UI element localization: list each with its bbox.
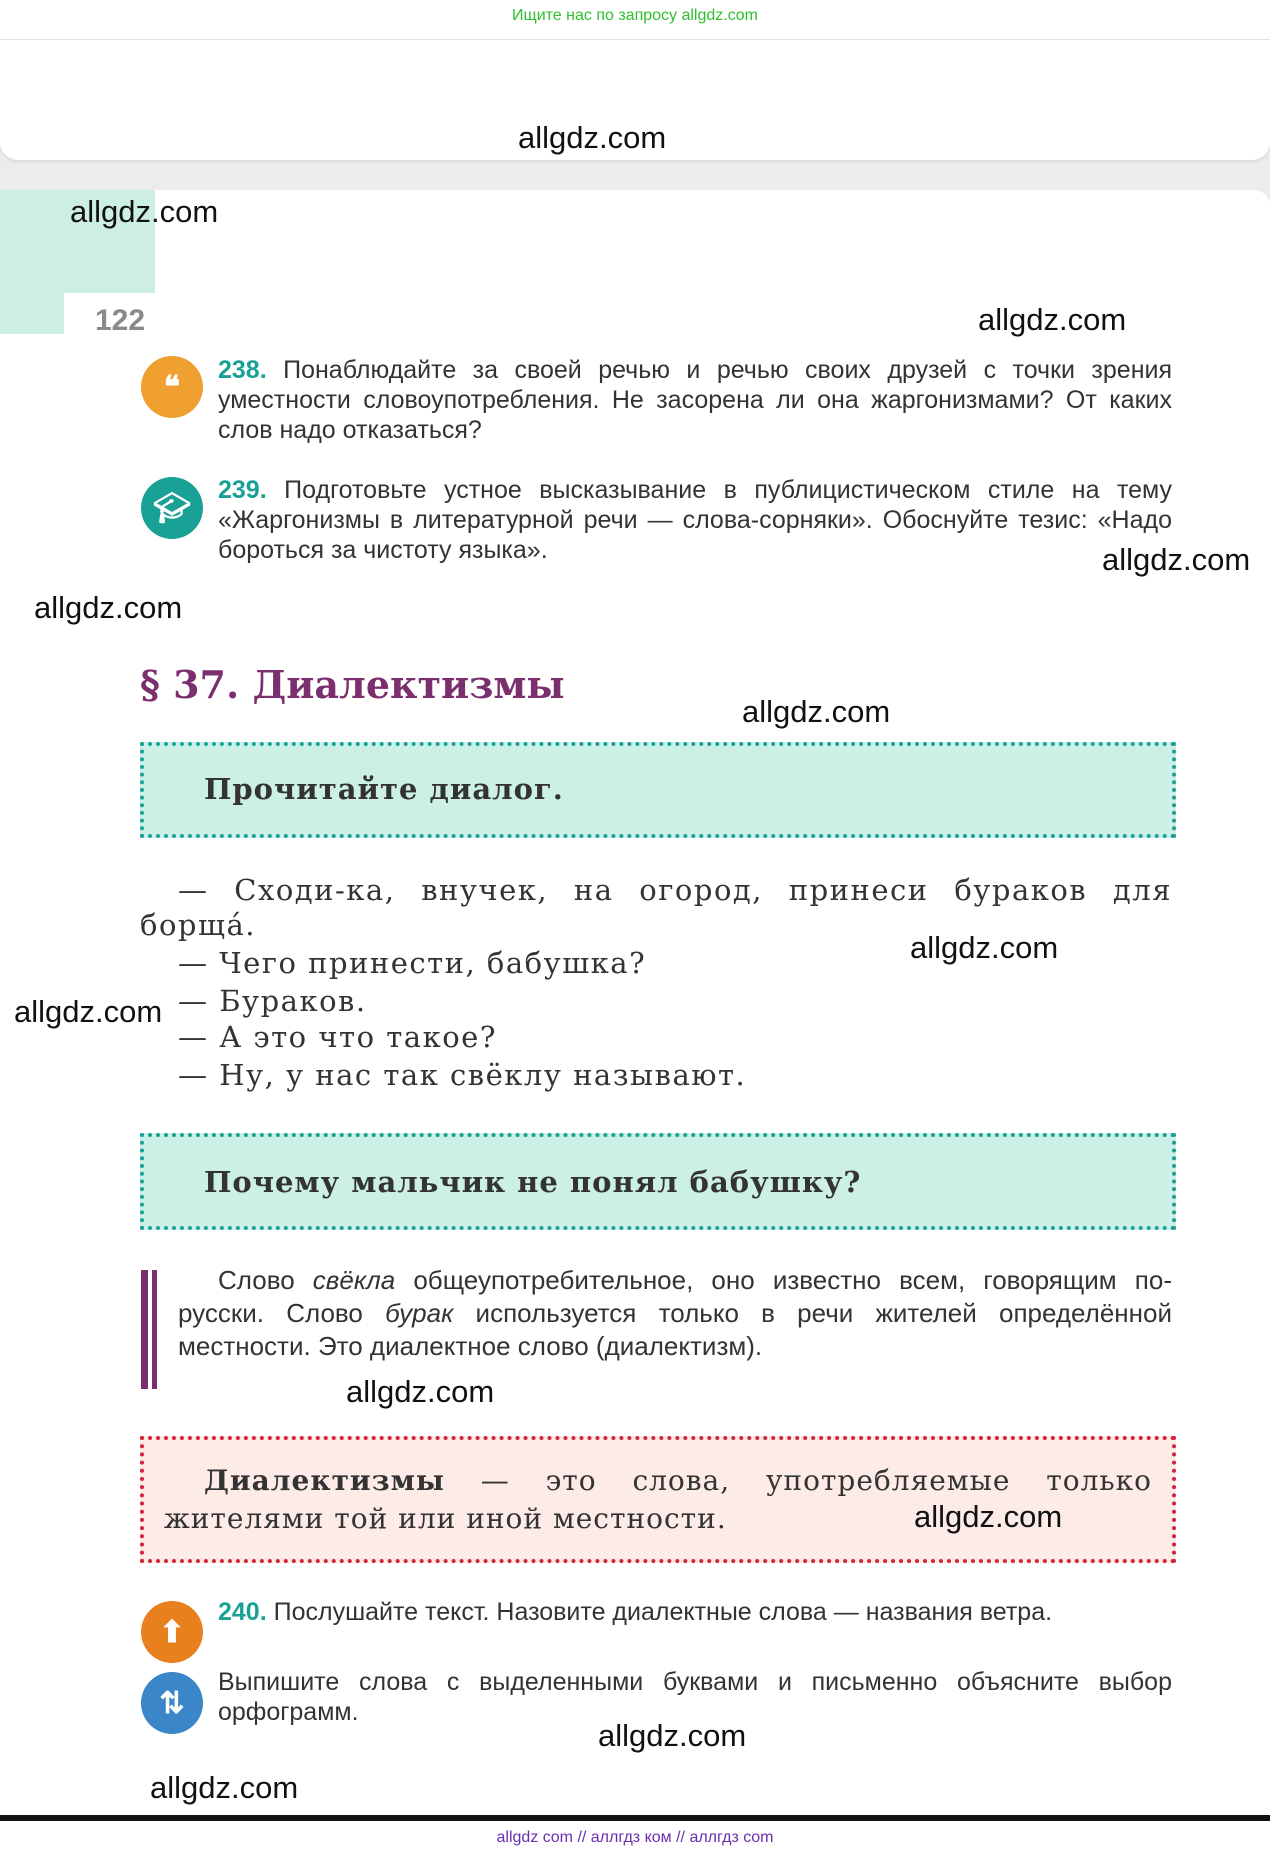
dialog-line: — Бураков. <box>178 984 367 1018</box>
graduation-cap-icon: 🎓︎ <box>141 477 203 539</box>
dialog-line: борщá. <box>140 908 256 942</box>
watermark: allgdz.com <box>914 1499 1063 1534</box>
listen-icon: ⬆ <box>141 1601 203 1663</box>
exercise-238: 238. Понаблюдайте за своей речью и речью своих друзей с точки зрения уместности словоупотребления. Не засорена ли она жаргонизмами? От каких слов надо отказаться? <box>218 356 1172 444</box>
explanation-paragraph: Слово свёкла общеупотребительное, оно известно всем, говорящим по-русски. Слово бурак используется только в речи жителей определённой местности. Это диалектное слово (диалектизм). <box>178 1265 1172 1361</box>
dialog-line: — Ну, у нас так свёклу называют. <box>178 1058 747 1092</box>
section-title: § 37. Диалектизмы <box>140 662 565 707</box>
margin-bar <box>152 1270 157 1389</box>
watermark: allgdz.com <box>978 302 1127 337</box>
watermark: allgdz.com <box>14 994 163 1029</box>
watermark: allgdz.com <box>1102 542 1251 577</box>
speech-bubbles-icon: ❝ <box>141 356 203 418</box>
watermark: allgdz.com <box>346 1374 495 1409</box>
exercise-240: 240. Послушайте текст. Назовите диалектные слова — названия ветра. <box>218 1598 1053 1626</box>
watermark: allgdz.com <box>34 590 183 625</box>
watermark: allgdz.com <box>518 120 667 155</box>
task-box: Прочитайте диалог. <box>140 742 1176 838</box>
footer-text: allgdz com // аллгдз ком // аллгдз com <box>496 1829 774 1846</box>
repeat-arrows-icon: ⇅ <box>141 1672 203 1734</box>
question-box: Почему мальчик не понял бабушку? <box>140 1133 1176 1230</box>
dialog-line: — А это что такое? <box>178 1020 497 1054</box>
corner-decoration <box>0 293 64 334</box>
banner-text: Ищите нас по запросу allgdz.com <box>512 7 758 24</box>
watermark: allgdz.com <box>70 194 219 229</box>
dialog-line: — Чего принести, бабушка? <box>178 946 647 980</box>
watermark: allgdz.com <box>910 930 1059 965</box>
page-number: 122 <box>95 304 146 337</box>
margin-bar <box>141 1270 148 1389</box>
watermark: allgdz.com <box>742 694 891 729</box>
rule-text: Диалектизмы — это слова, употребляемые только жителями той или иной местности. <box>164 1464 1152 1535</box>
dialog-line: — Сходи-ка, внучек, на огород, принеси бураков для <box>178 873 1172 907</box>
watermark: allgdz.com <box>150 1770 299 1805</box>
exercise-240-task: Выпишите слова с выделенными буквами и письменно объясните выбор орфограмм. <box>218 1668 1172 1726</box>
top-banner <box>0 0 1270 40</box>
exercise-239: 239. Подготовьте устное высказывание в публицистическом стиле на тему «Жаргонизмы в литературной речи — слова-сорняки». Обоснуйте тезис: «Надо бороться за чистоту языка». <box>218 476 1172 564</box>
watermark: allgdz.com <box>598 1718 747 1753</box>
footer <box>0 1821 1270 1858</box>
